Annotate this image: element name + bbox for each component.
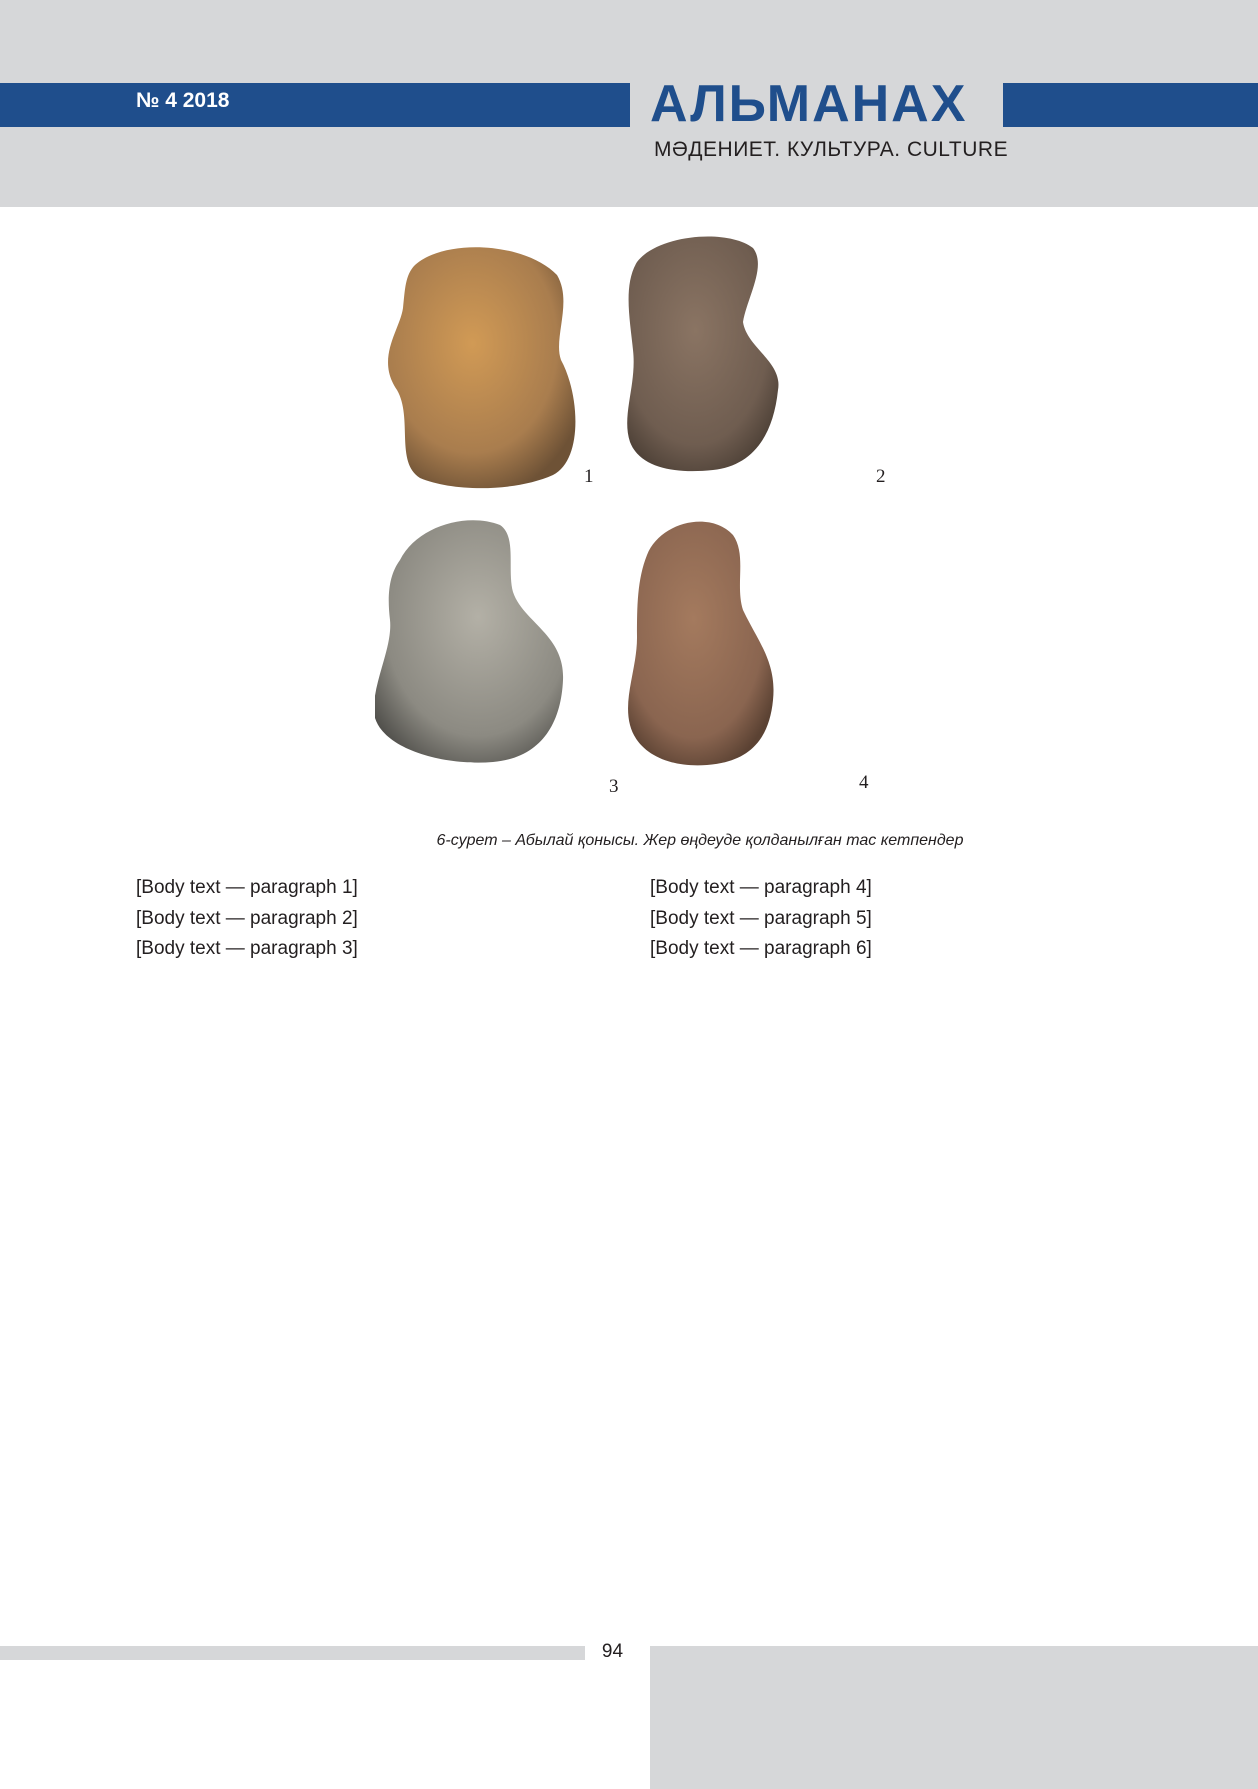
figure-caption: 6-сурет – Абылай қонысы. Жер өңдеуде қолданылған тас кетпендер	[436, 832, 964, 849]
stone-tool-1	[388, 247, 575, 488]
text-column-right	[650, 876, 1148, 968]
footer-block	[650, 1646, 1258, 1789]
stone-tool-3	[375, 520, 563, 762]
paragraph: [Body text — paragraph 2]	[136, 907, 358, 929]
stone-tool-2	[627, 237, 778, 472]
text-column-left	[136, 876, 634, 968]
figure-label-1: 1	[584, 466, 594, 487]
paragraph: [Body text — paragraph 3]	[136, 938, 358, 960]
stone-tools-photo	[375, 230, 895, 810]
header-bar-left	[0, 83, 630, 127]
stone-tool-4	[628, 522, 773, 766]
page-number: 94	[601, 1641, 624, 1662]
figure-label-2: 2	[876, 466, 886, 487]
paragraph: [Body text — paragraph 4]	[650, 877, 872, 898]
stone-tools-figure	[375, 230, 895, 810]
footer-bar	[0, 1646, 585, 1660]
paragraph: [Body text — paragraph 5]	[650, 907, 872, 929]
issue-number: № 4 2018	[136, 89, 230, 112]
paragraph: [Body text — paragraph 6]	[650, 938, 872, 960]
header-bar-right	[1003, 83, 1258, 127]
figure-label-4: 4	[859, 772, 869, 793]
masthead-title: АЛЬМАНАХ	[650, 75, 968, 133]
figure-label-3: 3	[609, 776, 619, 797]
masthead-subtitle: МӘДЕНИЕТ. КУЛЬТУРА. CULTURE	[654, 138, 1009, 161]
paragraph: [Body text — paragraph 1]	[136, 877, 358, 898]
